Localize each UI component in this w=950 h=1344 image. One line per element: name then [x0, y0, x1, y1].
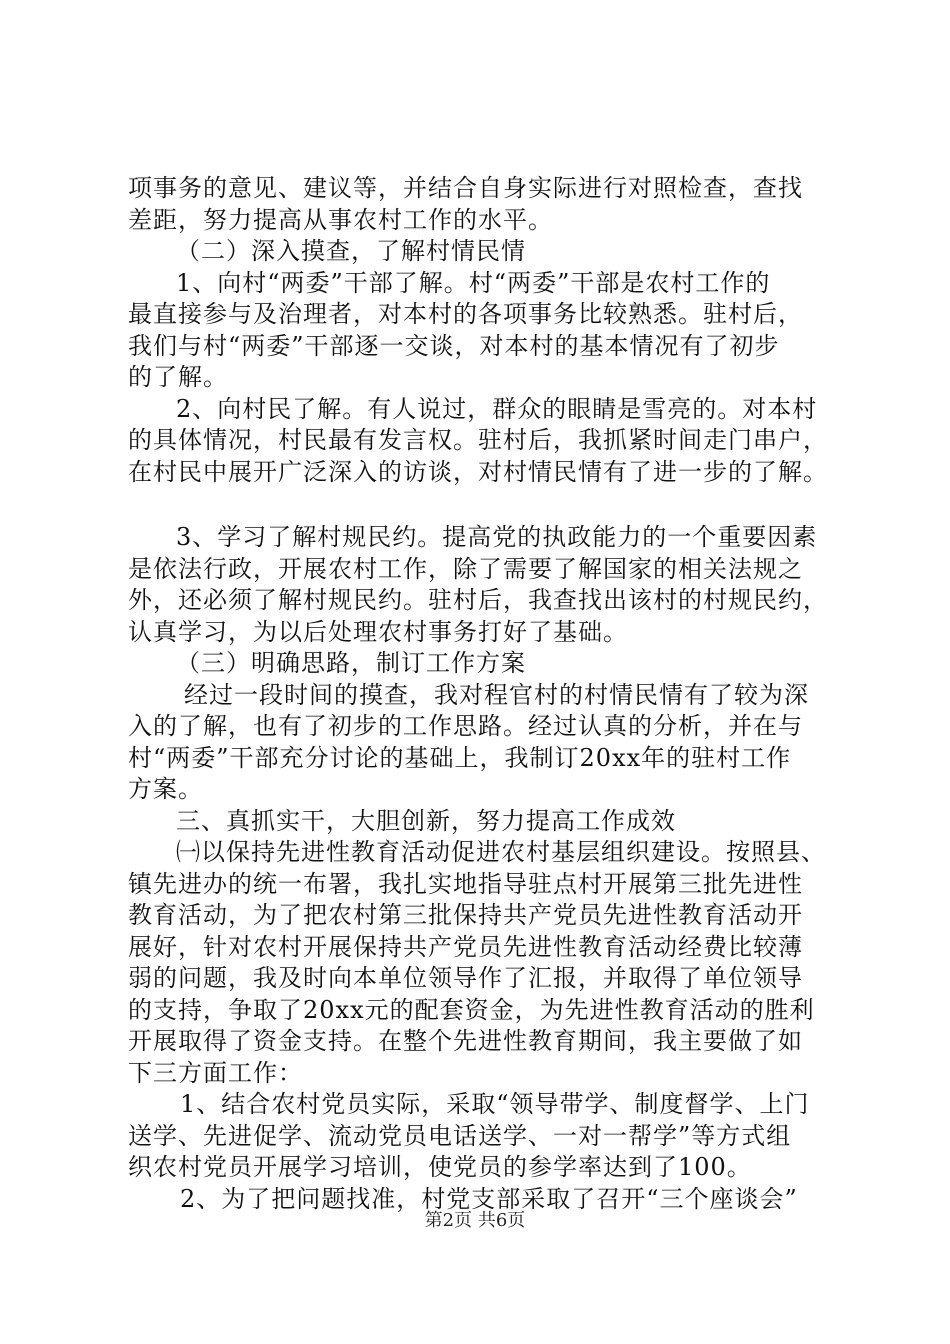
- text-line: 2、向村民了解。有人说过，群众的眼睛是雪亮的。对本村: [176, 394, 818, 423]
- text-line: 下三方面工作：: [128, 1058, 303, 1087]
- text-line: 展好，针对农村开展保持共产党员先进性教育活动经费比较薄: [128, 932, 803, 961]
- text-line: 的具体情况，村民最有发言权。驻村后，我抓紧时间走门串户，: [128, 426, 828, 454]
- text-line: 送学、先进促学、流动党员电话送学、一对一帮学”等方式组: [128, 1121, 792, 1150]
- section-heading: （二）深入摸查，了解村情民情: [176, 237, 526, 265]
- text-line: 是依法行政，开展农村工作，除了需要了解国家的相关法规之: [128, 554, 803, 583]
- text-line: 2、为了把问题找准，村党支部采取了召开“三个座谈会”: [180, 1184, 798, 1213]
- section-heading: 三、真抓实干，大胆创新，努力提高工作成效: [176, 806, 676, 835]
- document-body: [128, 173, 838, 1215]
- text-line: 项事务的意见、建议等，并结合自身实际进行对照检查，查找: [128, 174, 803, 202]
- paragraph-gap: [128, 488, 838, 522]
- text-line: ㈠以保持先进性教育活动促进农村基层组织建设。按照县、: [176, 838, 826, 866]
- text-line: 3、学习了解村规民约。提高党的执政能力的一个重要因素: [176, 523, 818, 551]
- text-line: 最直接参与及治理者，对本村的各项事务比较熟悉。驻村后，: [128, 300, 803, 328]
- text-line: 村“两委”干部充分讨论的基础上，我制订20xx年的驻村工作: [128, 743, 792, 772]
- text-line: 弱的问题，我及时向本单位领导作了汇报，并取得了单位领导: [128, 964, 803, 992]
- text-line: 教育活动，为了把农村第三批保持共产党员先进性教育活动开: [128, 901, 803, 929]
- text-line: 我们与村“两委”干部逐一交谈，对本村的基本情况有了初步: [128, 331, 780, 360]
- text-line: 的了解。: [128, 363, 228, 391]
- text-line: 差距，努力提高从事农村工作的水平。: [128, 205, 553, 234]
- section-heading: （三）明确思路，制订工作方案: [176, 649, 526, 677]
- text-line: 镇先进办的统一布署，我扎实地指导驻点村开展第三批先进性: [128, 869, 803, 898]
- text-line: 的支持，争取了20xx元的配套资金，为先进性教育活动的胜利: [128, 995, 815, 1024]
- text-line: 经过一段时间的摸查，我对程官村的村情民情有了较为深: [184, 680, 809, 709]
- text-line: 1、结合农村党员实际，采取“领导带学、制度督学、上门: [180, 1090, 810, 1118]
- text-line: 入的了解，也有了初步的工作思路。经过认真的分析，并在与: [128, 712, 803, 740]
- text-line: 方案。: [128, 775, 203, 803]
- text-line: 外，还必须了解村规民约。驻村后，我查找出该村的村规民约，: [128, 586, 828, 614]
- text-line: 织农村党员开展学习培训，使党员的参学率达到了100。: [128, 1153, 752, 1181]
- text-line: 开展取得了资金支持。在整个先进性教育期间，我主要做了如: [128, 1027, 803, 1055]
- page-footer: 第2页 共6页: [424, 1210, 526, 1231]
- text-line: 1、向村“两委”干部了解。村“两委”干部是农村工作的: [176, 268, 771, 297]
- text-line: 在村民中展开广泛深入的访谈，对村情民情有了进一步的了解。: [128, 457, 828, 486]
- text-line: 认真学习，为以后处理农村事务打好了基础。: [128, 617, 628, 646]
